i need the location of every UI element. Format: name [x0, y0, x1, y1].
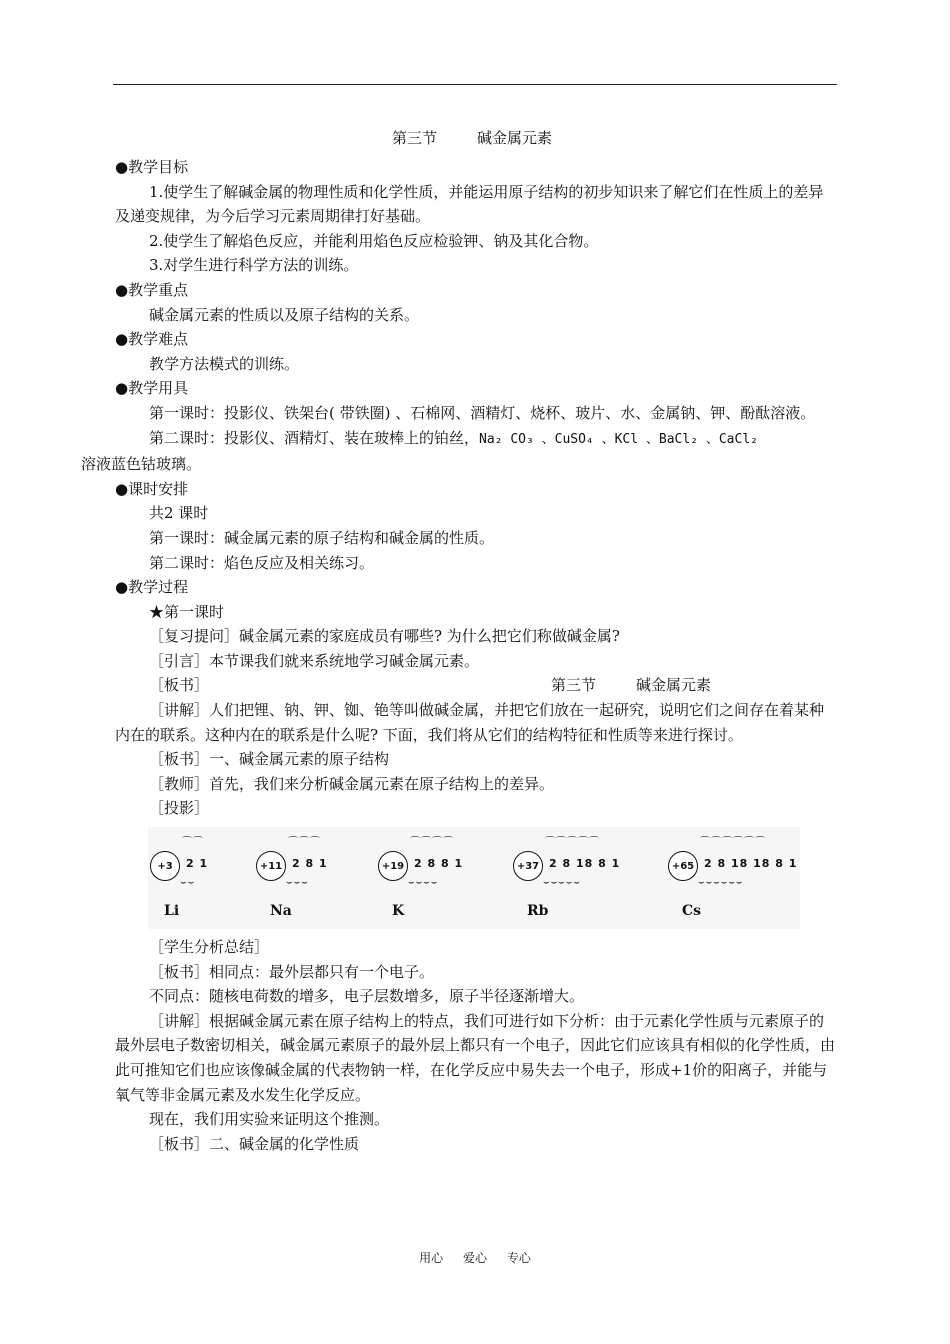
summary-block — [115, 935, 837, 1156]
footer-word-1: 用心 — [419, 1251, 444, 1265]
electron-shells: 2 8 1 — [292, 857, 328, 871]
schedule-block — [115, 477, 837, 674]
lines2-line: ★第一课时 — [149, 602, 225, 621]
board-heading — [115, 673, 837, 698]
board-name: 碱金属元素 — [636, 676, 712, 695]
chemical-formulas: Na₂ CO₃ 、CuSO₄ 、KCl 、BaCl₂ 、CaCl₂ — [479, 431, 758, 447]
lines3-line: ［板书］一、碱金属元素的原子结构 — [149, 750, 390, 769]
lines4-line: 现在，我们用实验来证明这个推测。 — [149, 1110, 390, 1129]
board-section: 第三节 — [551, 676, 597, 695]
title-name: 碱金属元素 — [477, 129, 553, 147]
shell-arcs-top: ⌒⌒⌒⌒⌒⌒ — [700, 837, 766, 849]
lines-line: 教学方法模式的训练。 — [149, 354, 300, 373]
header-rule — [113, 84, 837, 85]
page-title — [115, 123, 837, 153]
lines3-line: ［教师］首先，我们来分析碱金属元素在原子结构上的差异。 — [149, 774, 555, 793]
lines2-line: ●课时安排 — [115, 479, 189, 498]
lines2-line: 第一课时：碱金属元素的原子结构和碱金属的性质。 — [149, 528, 495, 547]
lines2-line: 第二课时：焰色反应及相关练习。 — [149, 553, 375, 572]
element-symbol: K — [392, 903, 405, 920]
lines-line: ●教学重点 — [115, 280, 189, 299]
lines-line: 3.对学生进行科学方法的训练。 — [149, 256, 359, 275]
electron-shells: 2 1 — [186, 857, 209, 871]
lines-line: ●教学难点 — [115, 330, 189, 349]
shell-arcs-bottom: ⌣⌣⌣⌣ — [408, 877, 439, 889]
lines2-line: 共2 课时 — [149, 504, 209, 523]
lines2-line: ［引言］本节课我们就来系统地学习碱金属元素。 — [149, 651, 480, 670]
board-label: ［板书］ — [149, 676, 210, 695]
nucleus-charge: +37 — [513, 851, 543, 881]
page-footer — [0, 1249, 950, 1266]
shell-arcs-top: ⌒⌒⌒⌒⌒ — [545, 837, 600, 849]
electron-shells: 2 8 8 1 — [414, 857, 464, 871]
element-symbol: Na — [270, 903, 292, 920]
lines3-line: ［投影］ — [149, 799, 210, 818]
electron-shells: 2 8 18 8 1 — [549, 857, 621, 871]
lines4-line: ［板书］二、碱金属的化学性质 — [149, 1134, 360, 1153]
shell-arcs-top: ⌒⌒ — [182, 837, 204, 849]
shell-arcs-bottom: ⌣⌣⌣ — [286, 877, 309, 889]
title-section: 第三节 — [392, 129, 438, 147]
electron-shells: 2 8 18 18 8 1 — [704, 857, 798, 871]
lines-line: 第一课时：投影仪、铁架台( 带铁圈) 、石棉网、酒精灯、烧杯、玻片、水、金属钠、钾、酚酞溶液。 — [149, 403, 816, 422]
lecture-block — [115, 698, 837, 821]
lines2-line: ●教学过程 — [115, 578, 189, 597]
shell-arcs-bottom: ⌣⌣⌣⌣⌣⌣ — [698, 877, 744, 889]
lines3-line: ［讲解］人们把锂、钠、钾、铷、铯等叫做碱金属，并把它们放在一起研究，说明它们之间存在着某种内在的联系。这种内在的联系是什么呢? 下面，我们将从它们的结构特征和性质等来进行探讨。 — [115, 701, 825, 744]
equipment2-prefix: 第二课时：投影仪、酒精灯、装在玻棒上的铂丝， — [149, 428, 480, 447]
document-body — [81, 123, 837, 1156]
equipment-second-lesson — [81, 426, 837, 477]
lines-line: ●教学用具 — [115, 379, 189, 398]
lines4-line: ［讲解］根据碱金属元素在原子结构上的特点，我们可进行如下分析：由于元素化学性质与元素原子的最外层电子数密切相关，碱金属元素原子的最外层上都只有一个电子，因此它们应该具有相似的化学性质，由此可推知它们也应该像碱金属的代表物钠一样，在化学反应中易失去一个电子，形成+1价的阳离子，并能与氧气等非金属元素及水发生化学反应。 — [115, 1011, 836, 1104]
lines-line: 2.使学生了解焰色反应，并能利用焰色反应检验钾、钠及其化合物。 — [149, 231, 599, 250]
atomic-structure-figure — [148, 827, 800, 929]
nucleus-charge: +65 — [668, 851, 698, 881]
lines-line: 1.使学生了解碱金属的物理性质和化学性质，并能运用原子结构的初步知识来了解它们在性质上的差异及递变规律，为今后学习元素周期律打好基础。 — [115, 182, 824, 226]
lines4-line: ［学生分析总结］ — [149, 938, 270, 957]
footer-word-2: 爱心 — [462, 1251, 487, 1265]
element-symbol: Rb — [527, 903, 549, 920]
lines4-line: ［板书］相同点：最外层都只有一个电子。 — [149, 962, 435, 981]
lines4-line: 不同点：随核电荷数的增多，电子层数增多，原子半径逐渐增大。 — [149, 987, 585, 1006]
nucleus-charge: +11 — [256, 851, 286, 881]
objectives-block — [115, 155, 837, 426]
footer-word-3: 专心 — [506, 1251, 531, 1265]
shell-arcs-top: ⌒⌒⌒ — [288, 837, 321, 849]
nucleus-charge: +3 — [150, 851, 180, 881]
lines2-line: ［复习提问］碱金属元素的家庭成员有哪些? 为什么把它们称做碱金属? — [149, 627, 620, 646]
shell-arcs-bottom: ⌣⌣⌣⌣⌣ — [543, 877, 581, 889]
element-symbol: Li — [164, 903, 180, 920]
element-symbol: Cs — [682, 903, 702, 920]
nucleus-charge: +19 — [378, 851, 408, 881]
shell-arcs-bottom: ⌣⌣ — [180, 877, 196, 889]
equipment2-suffix: 溶液蓝色钴玻璃。 — [81, 455, 202, 474]
lines-line: ●教学目标 — [115, 158, 189, 176]
lines-line: 碱金属元素的性质以及原子结构的关系。 — [149, 305, 420, 324]
shell-arcs-top: ⌒⌒⌒⌒ — [410, 837, 454, 849]
